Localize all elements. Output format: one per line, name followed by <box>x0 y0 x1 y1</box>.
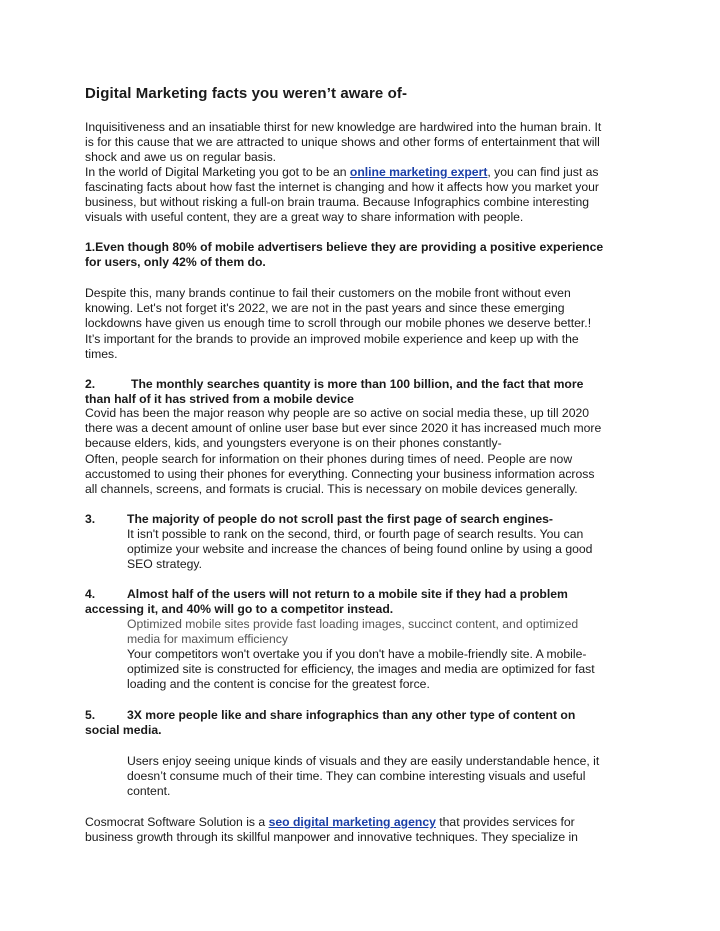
closing-text-before-link: Cosmocrat Software Solution is a <box>85 815 269 829</box>
closing-line-2: business growth through its skillful manpower and innovative techniques. They specialize in <box>85 830 578 844</box>
intro-text-after-link: , you can find just as <box>487 165 599 179</box>
seo-agency-link[interactable]: seo digital marketing agency <box>268 815 436 829</box>
fact-5-number: 5. <box>85 708 96 722</box>
fact-2-body: Covid has been the major reason why people are so active on social media these, up till 2020 there was a decent amount of online user base but ever since 2020 it has increased much more because elders, kids, and youngsters everyone is on their phones constantly- Often, people search for information on their phones during times of need. People are now accustomed to using their phones for everything. Connecting your business information across all channels, screens, and formats is crucial. This is necessary on mobile devices generally. <box>85 406 602 497</box>
closing-text-after-link: that provides services for <box>435 815 575 829</box>
fact-5-heading: 3X more people like and share infographics than any other type of content on <box>127 708 576 722</box>
page-title: Digital Marketing facts you weren’t aware of- <box>85 85 408 102</box>
fact-4-body: Your competitors won't overtake you if you don't have a mobile-friendly site. A mobile- optimized site is constructed for efficiency, the images and media are optimized for fast loading and the content is concise for the greatest force. <box>127 647 595 692</box>
intro-paragraph: Inquisitiveness and an insatiable thirst for new knowledge are hardwired into the human brain. It is for this cause that we are attracted to unique shows and other forms of entertainment that will shock and awe us on regular basis. <box>85 120 602 165</box>
fact-3-number: 3. <box>85 512 96 526</box>
fact-2-number: 2. <box>85 377 96 391</box>
fact-4-number: 4. <box>85 587 96 601</box>
closing-link-line <box>85 815 575 830</box>
fact-5-body: Users enjoy seeing unique kinds of visuals and they are easily understandable hence, it doesn’t consume much of their time. They can combine interesting visuals and useful content. <box>127 754 600 799</box>
online-marketing-expert-link[interactable]: online marketing expert <box>349 165 488 179</box>
fact-1-body: Despite this, many brands continue to fail their customers on the mobile front without even knowing. Let's not forget it's 2022, we are not in the past years and since these emerging lockdowns have given us enough time to scroll through our mobile phones we deserve better.! It’s important for the brands to provide an improved mobile experience and keep up with the times. <box>85 286 592 361</box>
fact-4-body-highlight: Optimized mobile sites provide fast loading images, succinct content, and optimized media for maximum efficiency <box>127 617 579 647</box>
fact-3-heading: The majority of people do not scroll past the first page of search engines- <box>127 512 553 526</box>
intro-text-before-link: In the world of Digital Marketing you got to be an <box>85 165 350 179</box>
fact-5-heading-continued: social media. <box>85 723 162 737</box>
fact-4-heading-continued: accessing it, and 40% will go to a competitor instead. <box>85 602 394 616</box>
fact-3-body: It isn't possible to rank on the second, third, or fourth page of search results. You can optimize your website and increase the chances of being found online by using a good SEO strategy. <box>127 527 593 572</box>
intro-paragraph-continued: fascinating facts about how fast the internet is changing and how it affects how you market your business, but without risking a full-on brain trauma. Because Infographics combine interesting visuals with useful content, they are a great way to share information with people. <box>85 180 599 225</box>
fact-2-heading-continued: than half of it has strived from a mobile device <box>85 392 354 406</box>
fact-4-heading: Almost half of the users will not return to a mobile site if they had a problem <box>127 587 568 601</box>
intro-link-line <box>85 165 598 180</box>
fact-1-heading: 1.Even though 80% of mobile advertisers believe they are providing a positive experience for users, only 42% of them do. <box>85 240 604 270</box>
fact-2-heading: The monthly searches quantity is more than 100 billion, and the fact that more <box>131 377 584 391</box>
